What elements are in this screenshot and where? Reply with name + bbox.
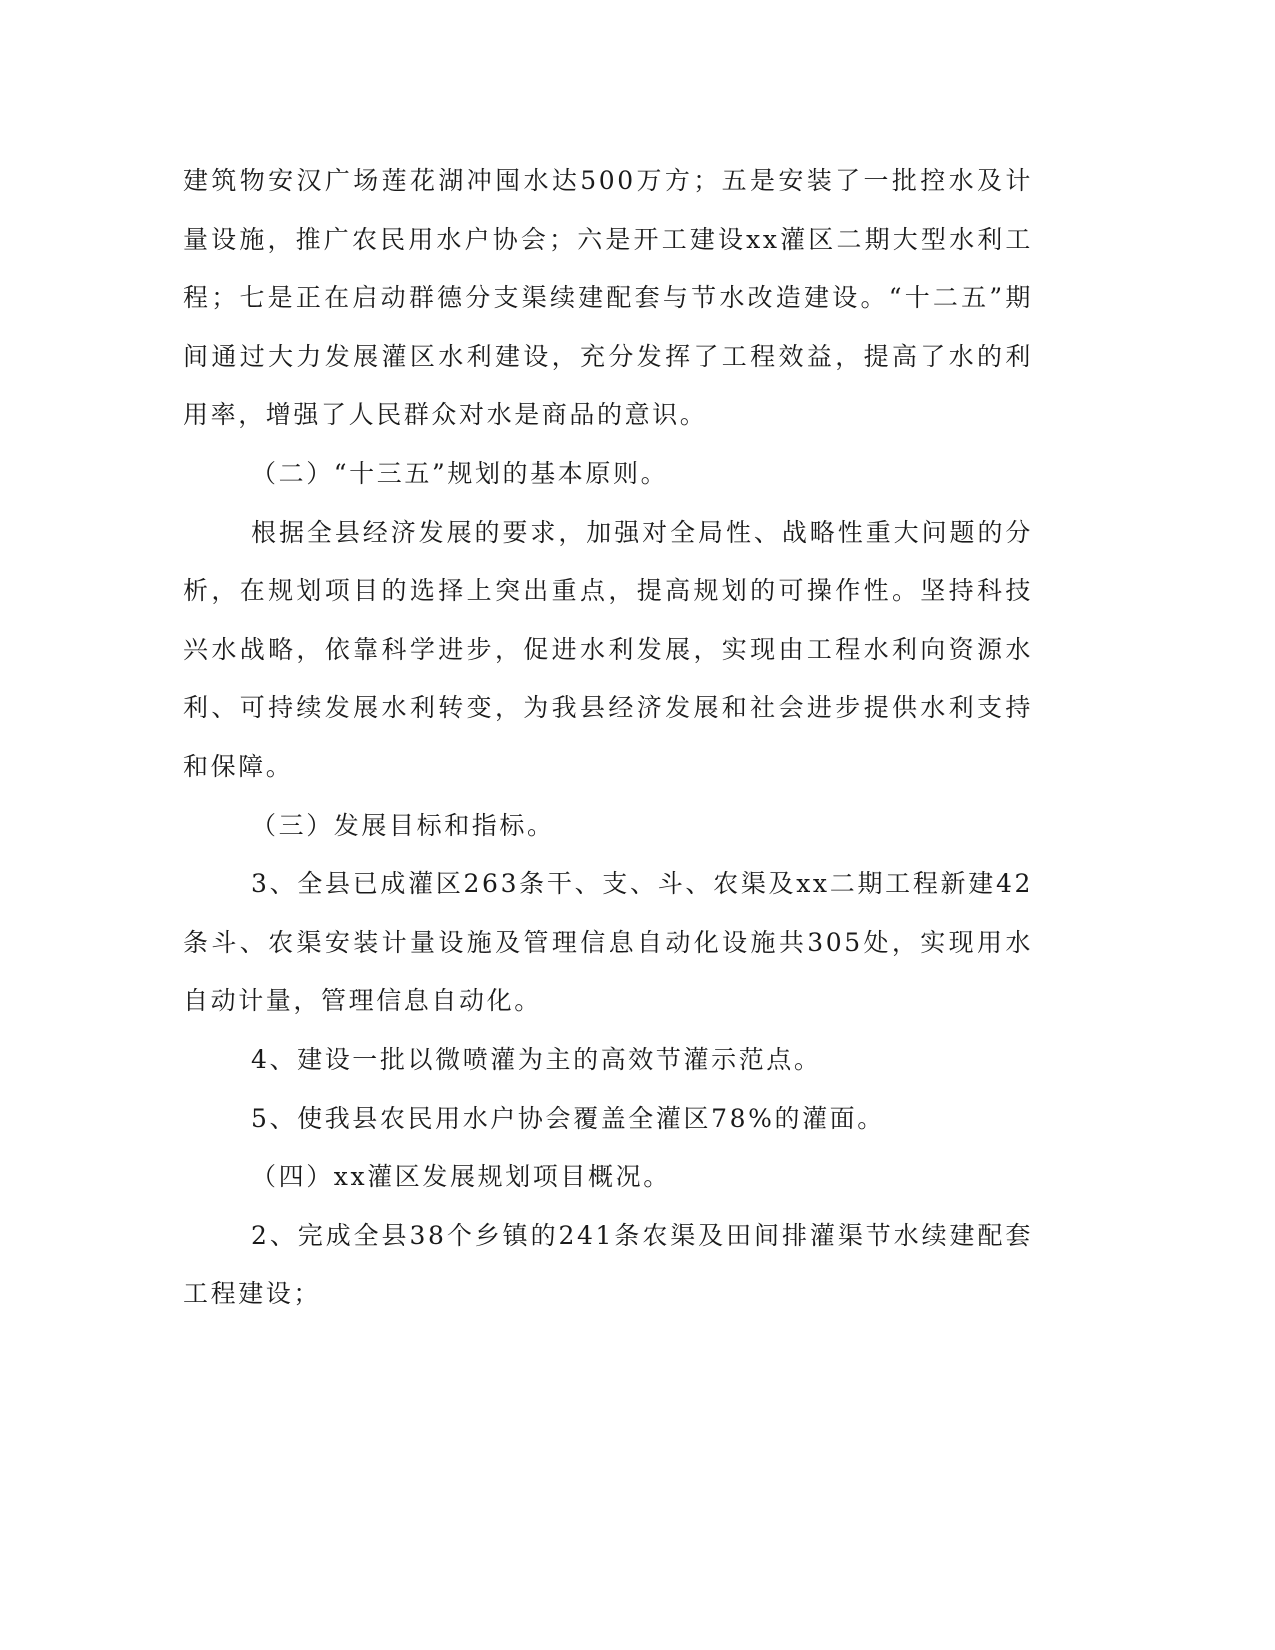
project-item-2: 2、完成全县38个乡镇的241条农渠及田间排灌渠节水续建配套工程建设； <box>183 1220 1033 1309</box>
goal-item-3: 3、全县已成灌区263条干、支、斗、农渠及xx二期工程新建42条斗、农渠安装计量设施及管理信息自动化设施共305处，实现用水自动计量，管理信息自动化。 <box>183 869 1033 1016</box>
heading-planning-principles: （二）“十三五”规划的基本原则。 <box>251 458 669 488</box>
paragraph-irrigation-summary: 建筑物安汉广场莲花湖冲囤水达500万方；五是安装了一批控水及计量设施，推广农民用水户协会；六是开工建设xx灌区二期大型水利工程；七是正在启动群德分支渠续建配套与节水改造建设。“十二五”期间通过大力发展灌区水利建设，充分发挥了工程效益，提高了水的利用率，增强了人民群众对水是商品的意识。 <box>183 166 1033 430</box>
goal-item-5: 5、使我县农民用水户协会覆盖全灌区78%的灌面。 <box>251 1103 885 1133</box>
document-body <box>183 152 1033 1324</box>
goal-item-4: 4、建设一批以微喷灌为主的高效节灌示范点。 <box>251 1044 822 1074</box>
heading-development-goals: （三）发展目标和指标。 <box>251 810 555 840</box>
paragraph-planning-principles: 根据全县经济发展的要求，加强对全局性、战略性重大问题的分析，在规划项目的选择上突出重点，提高规划的可操作性。坚持科技兴水战略，依靠科学进步，促进水利发展，实现由工程水利向资源水利、可持续发展水利转变，为我县经济发展和社会进步提供水利支持和保障。 <box>183 517 1033 781</box>
heading-project-overview: （四）xx灌区发展规划项目概况。 <box>251 1162 671 1192</box>
